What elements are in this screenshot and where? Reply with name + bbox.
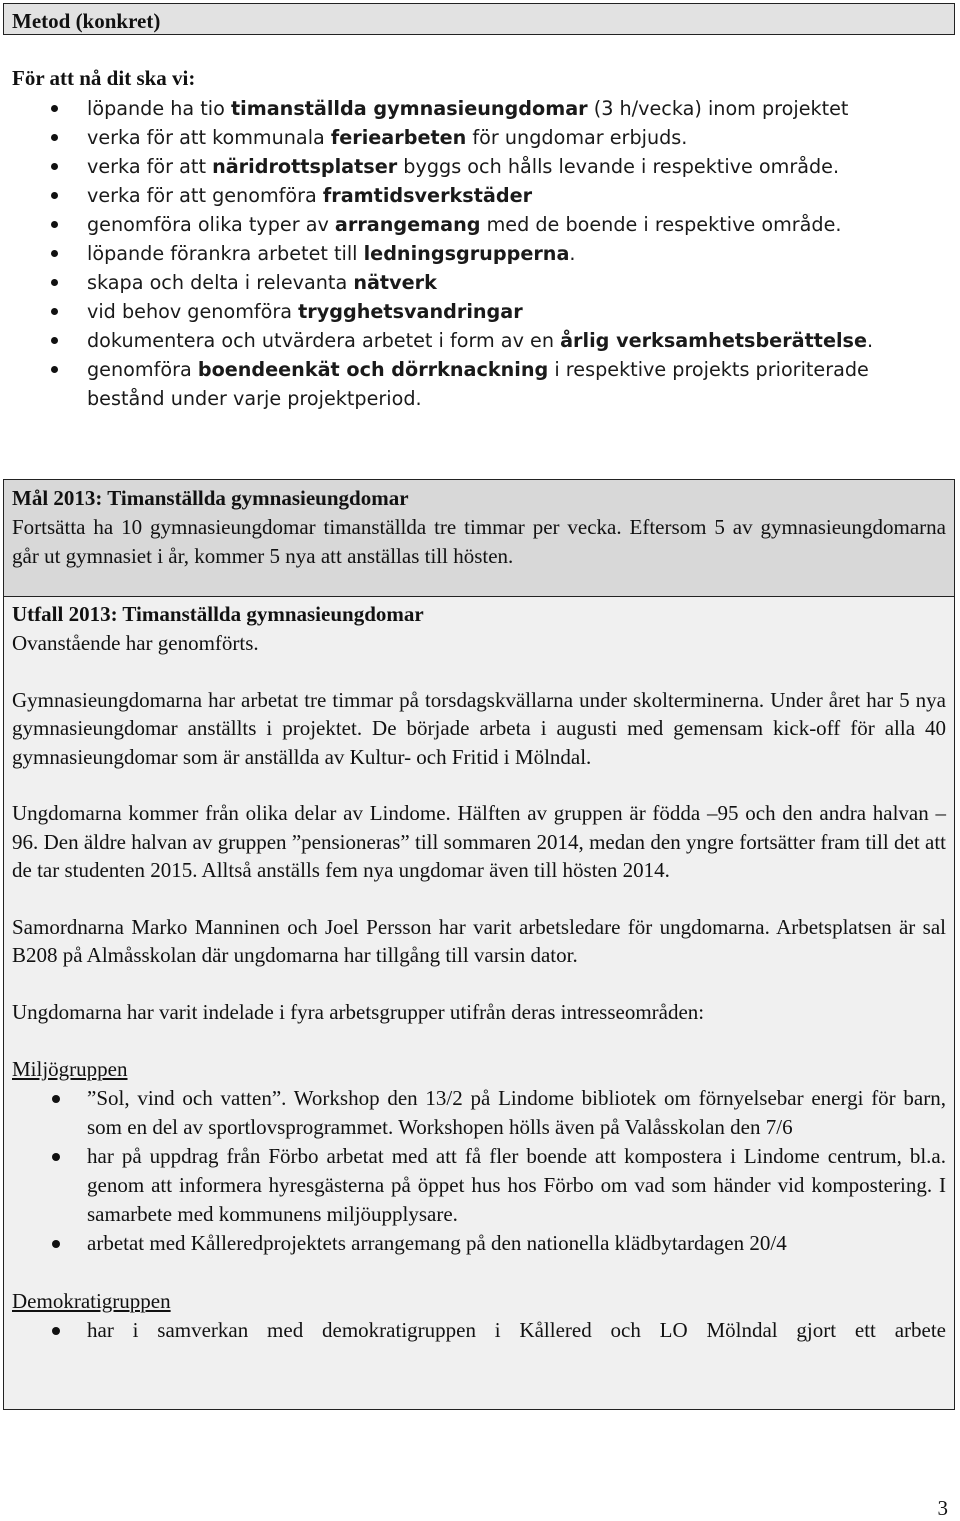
goal-section: [4, 480, 954, 597]
section-header-title: Metod (konkret): [12, 9, 161, 33]
goal-title: Mål 2013: Timanställda gymnasieungdomar: [12, 486, 409, 510]
list-item: löpande ha tio timanställda gymnasieungdomar (3 h/vecka) inom projektet: [12, 94, 942, 123]
page-number: 3: [937, 1496, 948, 1520]
goal-outcome-box: [3, 479, 955, 1410]
group-heading-demokrati: Demokratigruppen: [12, 1289, 171, 1313]
list-item: har i samverkan med demokratigruppen i Kållered och LO Mölndal gjort ett arbete: [12, 1316, 946, 1345]
method-list: [12, 94, 942, 413]
method-intro: För att nå dit ska vi:: [12, 66, 196, 90]
list-item: skapa och delta i relevanta nätverk: [12, 268, 942, 297]
list-item: ”Sol, vind och vatten”. Workshop den 13/2 på Lindome bibliotek om förnyelsebar energi för barn, som en del av sportlovsprogrammet. Workshopen hölls även på Valåsskolan den 7/6: [12, 1084, 946, 1142]
section-header: [3, 3, 955, 35]
outcome-paragraph-2: Ungdomarna kommer från olika delar av Lindome. Hälften av gruppen är födda –95 och den andra halvan –96. Den äldre halvan av gruppen ”pensioneras” till sommaren 2014, medan den yngre fortsätter fram till det att de tar studenten 2015. Alltså anställs fem nya ungdomar även till hösten 2014.: [12, 801, 946, 882]
method-section: [12, 62, 942, 413]
outcome-title: Utfall 2013: Timanställda gymnasieungdomar: [12, 602, 424, 626]
list-item: arbetat med Kålleredprojektets arrangemang på den nationella klädbytardagen 20/4: [12, 1229, 946, 1258]
outcome-paragraph-3: Samordnarna Marko Manninen och Joel Persson har varit arbetsledare för ungdomarna. Arbetsplatsen är sal B208 på Almåsskolan där ungdomarna har tillgång till varsin dator.: [12, 914, 946, 967]
group-list-demokrati: [12, 1316, 946, 1345]
list-item: verka för att kommunala feriearbeten för ungdomar erbjuds.: [12, 123, 942, 152]
outcome-section: [4, 597, 954, 1345]
list-item: dokumentera och utvärdera arbetet i form av en årlig verksamhetsberättelse.: [12, 326, 942, 355]
list-item: verka för att genomföra framtidsverkstäder: [12, 181, 942, 210]
outcome-paragraph-4: Ungdomarna har varit indelade i fyra arbetsgrupper utifrån deras intresseområden:: [12, 999, 705, 1024]
group-list-miljo: [12, 1084, 946, 1258]
list-item: genomföra olika typer av arrangemang med de boende i respektive område.: [12, 210, 942, 239]
list-item: verka för att näridrottsplatser byggs och hålls levande i respektive område.: [12, 152, 942, 181]
group-heading-miljo: Miljögruppen: [12, 1057, 128, 1081]
outcome-paragraph-1: Gymnasieungdomarna har arbetat tre timmar på torsdagskvällarna under skolterminerna. Under året har 5 nya gymnasieungdomar anställts i projektet. De började arbeta i augusti med gemensam kick-off för alla 40 gymnasieungdomar som är anställda av Kultur- och Fritid i Mölndal.: [12, 687, 946, 769]
list-item: vid behov genomföra trygghetsvandringar: [12, 297, 942, 326]
list-item: löpande förankra arbetet till ledningsgrupperna.: [12, 239, 942, 268]
goal-text: Fortsätta ha 10 gymnasieungdomar timanställda tre timmar per vecka. Eftersom 5 av gymnasieungdomarna går ut gymnasiet i år, kommer 5 nya att anställas till hösten.: [12, 515, 946, 568]
outcome-line: Ovanstående har genomförts.: [12, 631, 259, 655]
list-item: genomföra boendeenkät och dörrknackning i respektive projekts prioriterade bestånd under varje projektperiod.: [12, 355, 942, 413]
list-item: har på uppdrag från Förbo arbetat med att få fler boende att kompostera i Lindome centrum, bl.a. genom att informera hyresgästerna på öppet hus hos Förbo om vad som händer vid kompostering. I samarbete med kommunens miljöupplysare.: [12, 1142, 946, 1229]
